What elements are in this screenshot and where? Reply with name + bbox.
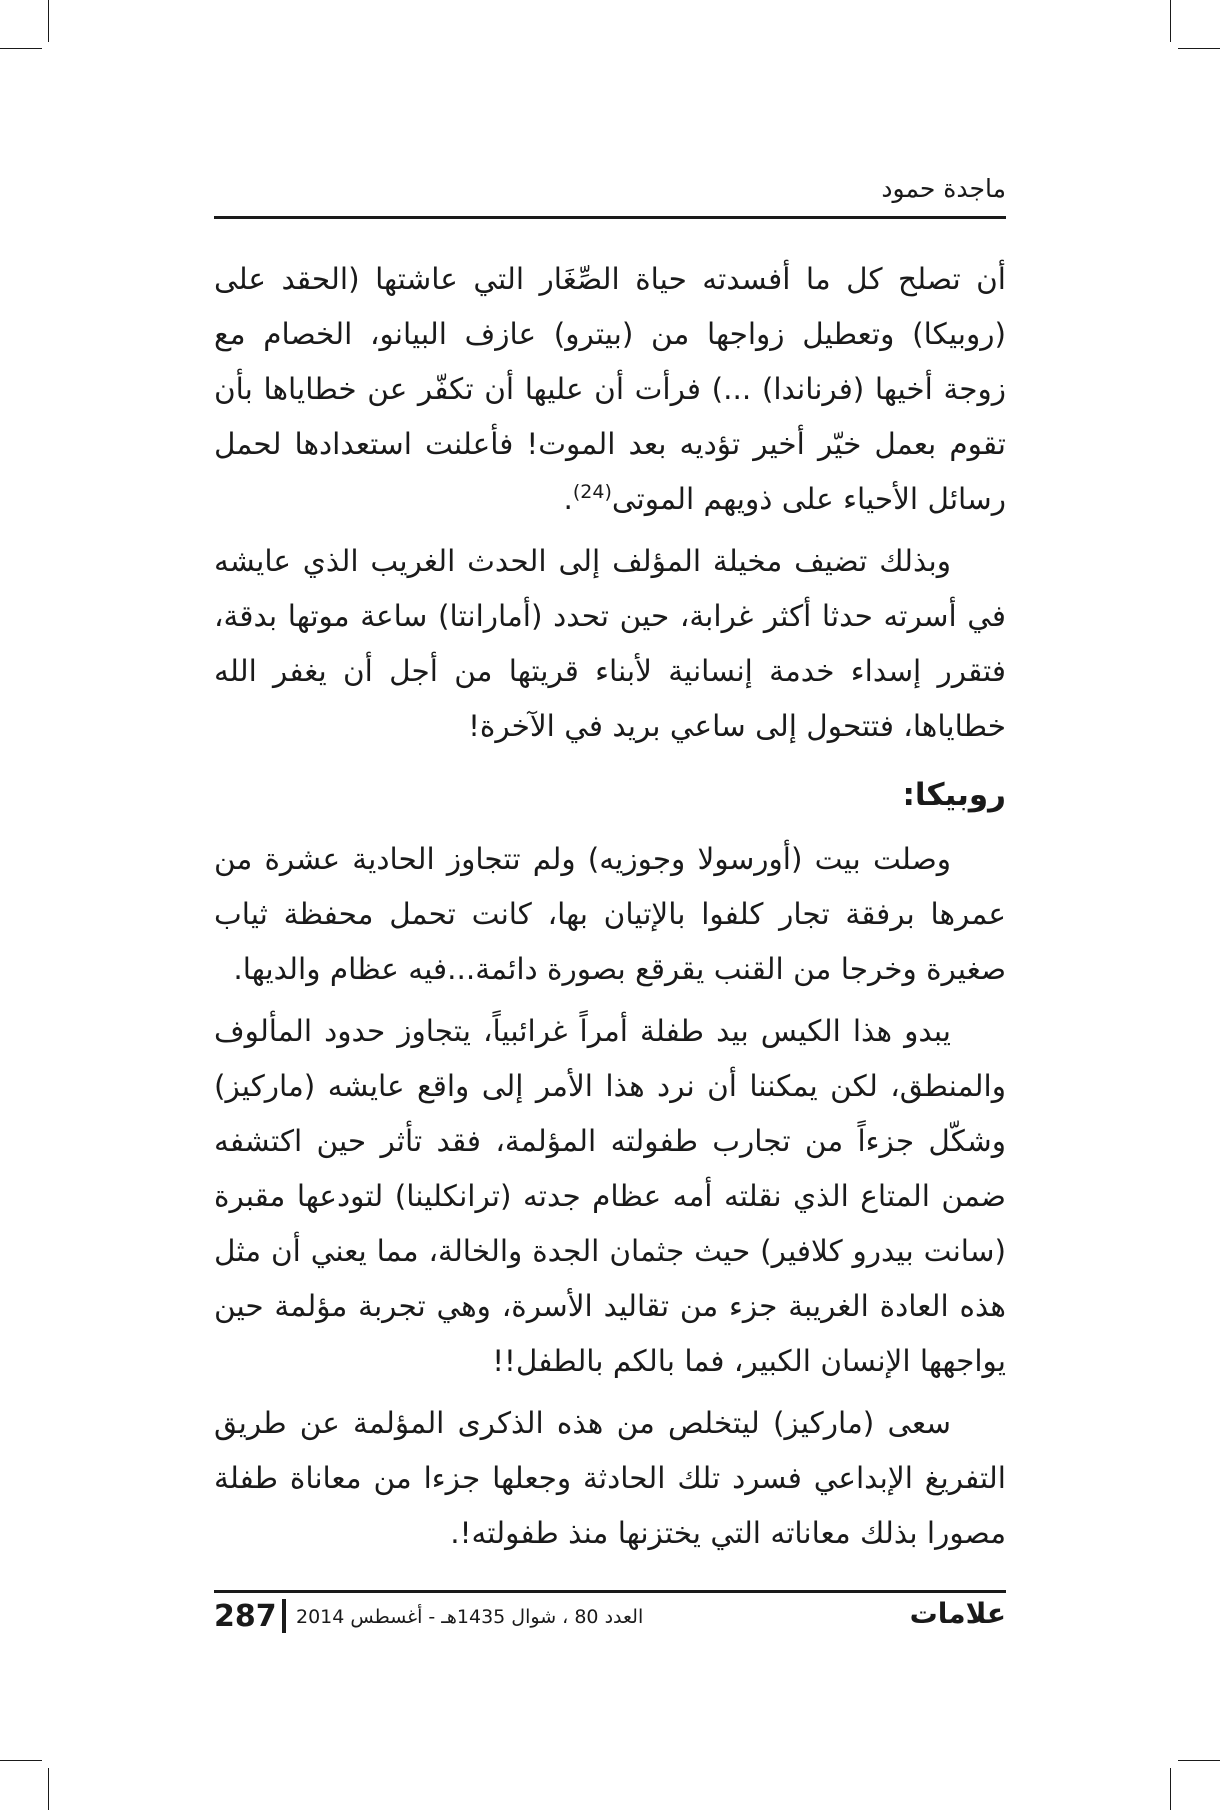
journal-logo: علامات — [909, 1597, 1006, 1630]
footer-divider — [282, 1599, 286, 1633]
paragraph-text: أن تصلح كل ما أفسدته حياة الصِّغَار التي عاشتها (الحقد على (روبيكا) وتعطيل زواجها من (بيترو) عازف البيانو، الخصام مع زوجة أخيها (فرناندا) ...) فرأت أن عليها أن تكفّر عن خطاياها بأن تقوم بعمل خيّر أخير تؤديه بعد الموت! فأعلنت استعدادها لحمل رسائل الأحياء على ذويهم الموتى — [214, 262, 1006, 516]
crop-mark — [48, 1768, 49, 1810]
section-heading: روبيكا: — [902, 777, 1006, 813]
page-header — [214, 168, 1006, 219]
page-number: 287 — [214, 1599, 277, 1634]
footnote-reference: (24) — [572, 481, 612, 503]
crop-mark — [1178, 48, 1220, 49]
paragraph: وصلت بيت (أورسولا وجوزيه) ولم تتجاوز الحادية عشرة من عمرها برفقة تجار كلفوا بالإتيان بها، كانت تحمل محفظة ثياب صغيرة وخرجا من القنب يقرقع بصورة دائمة...فيه عظام والديها. — [214, 842, 1006, 986]
paragraph-end: . — [563, 482, 573, 516]
crop-mark — [1178, 1760, 1220, 1761]
paragraph: يبدو هذا الكيس بيد طفلة أمراً غرائبياً، يتجاوز حدود المألوف والمنطق، لكن يمكننا أن نرد هذا الأمر إلى واقع عايشه (ماركيز) وشكّل جزءاً من تجارب طفولته المؤلمة، فقد تأثر حين اكتشفه ضمن المتاع الذي نقلته أمه عظام جدته (ترانكلينا) لتودعها مقبرة (سانت بيدرو كلافير) حيث جثمان الجدة والخالة، مما يعني أن مثل هذه العادة الغريبة جزء من تقاليد الأسرة، وهي تجربة مؤلمة حين يواجهها الإنسان الكبير، فما بالكم بالطفل!! — [214, 1014, 1006, 1378]
crop-mark — [48, 0, 49, 42]
page-footer — [214, 1590, 1006, 1643]
issue-info: العدد 80 ، شوال 1435هـ - أغسطس 2014 — [296, 1606, 644, 1628]
paragraph: سعى (ماركيز) ليتخلص من هذه الذكرى المؤلمة عن طريق التفريغ الإبداعي فسرد تلك الحادثة وجعلها جزءا من معاناة طفلة مصورا بذلك معاناته التي يختزنها منذ طفولته!. — [214, 1406, 1006, 1550]
crop-mark — [1170, 1768, 1171, 1810]
paragraph: وبذلك تضيف مخيلة المؤلف إلى الحدث الغريب الذي عايشه في أسرته حدثا أكثر غرابة، حين تحدد (أمارانتا) ساعة موتها بدقة، فتقرر إسداء خدمة إنسانية لأبناء قريتها من أجل أن يغفر الله خطاياها، فتتحول إلى ساعي بريد في الآخرة! — [214, 544, 1006, 743]
crop-mark — [1170, 0, 1171, 42]
crop-mark — [0, 48, 42, 49]
running-head-author: ماجدة حمود — [881, 174, 1006, 203]
crop-mark — [0, 1760, 42, 1761]
article-body — [214, 252, 1006, 1561]
paragraph — [214, 252, 1006, 527]
